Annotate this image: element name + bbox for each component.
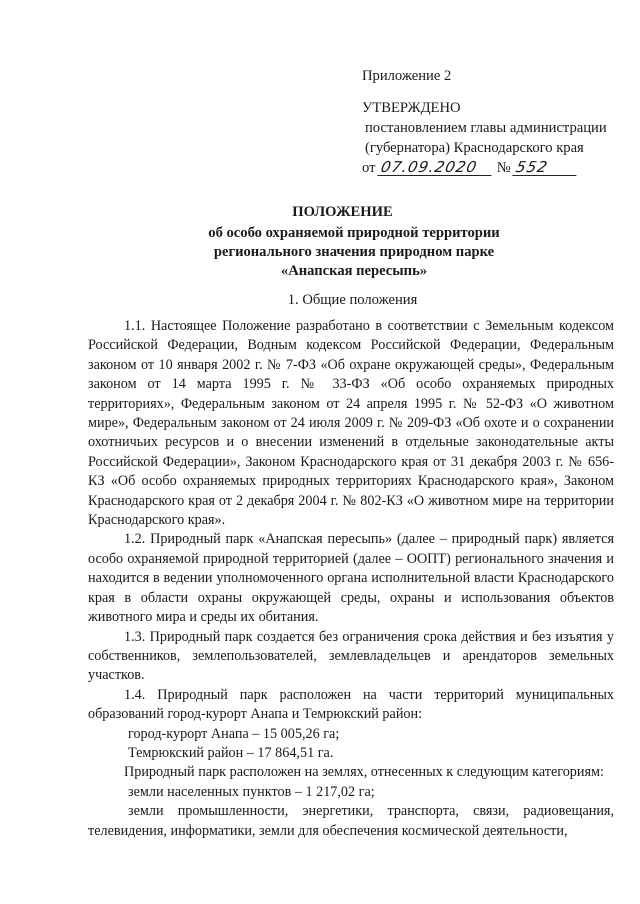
document-body bbox=[88, 317, 614, 841]
title-line-2: об особо охраняемой природной территории bbox=[208, 225, 500, 241]
lands-intro: Природный парк расположен на землях, отнесенных к следующим категориям: bbox=[124, 764, 604, 781]
approval-line-1: постановлением главы администрации bbox=[365, 120, 607, 136]
title-line-3: регионального значения природном парке bbox=[213, 244, 495, 260]
number-sign: № bbox=[496, 160, 511, 176]
approved-label: УТВЕРЖДЕНО bbox=[362, 100, 461, 116]
paragraph-1-4: 1.4. Природный парк расположен на части территорий муниципальных образований город-курорт Анапа и Темрюкский район: bbox=[88, 686, 614, 723]
land-settlements: земли населенных пунктов – 1 217,02 га; bbox=[128, 783, 375, 800]
paragraph-1-1: 1.1. Настоящее Положение разработано в соответствии с Земельным кодексом Российской Федерации, Водным кодексом Российской Федерации, Федеральным законом от 10 января 2002 г. № 7-ФЗ «Об охране окружающей среды», Федеральным законом от 14 марта 1995 г. № 33-ФЗ «Об особо охраняемых природных территориях», Федеральным законом от 24 апреля 1995 г. № 52-ФЗ «О животном мире», Федеральным законом от 24 июля 2009 г. № 209-ФЗ «Об охоте и о сохранении охотничьих ресурсов и о внесении изменений в отдельные законодательные акты Российской Федерации», Законом Краснодарского края от 31 декабря 2003 г. № 656-КЗ «Об особо охраняемых природных территориях Краснодарского края», Законом Краснодарского края от 2 декабря 2004 г. № 802-КЗ «О животном мире на территории Краснодарского края». bbox=[88, 318, 614, 529]
title-line-1: ПОЛОЖЕНИЕ bbox=[292, 204, 393, 220]
section-heading: 1. Общие положения bbox=[287, 292, 418, 308]
approval-line-2: (губернатора) Краснодарского края bbox=[365, 140, 584, 156]
approval-block bbox=[362, 66, 632, 178]
approval-date-line bbox=[362, 158, 632, 178]
from-prefix: от bbox=[362, 160, 376, 176]
appendix-label: Приложение 2 bbox=[362, 68, 452, 84]
land-industry: земли промышленности, энергетики, транспорта, связи, радиовещания, телевидения, информатики, земли для обеспечения космической деятельности, bbox=[88, 803, 614, 839]
document-title bbox=[0, 203, 640, 281]
paragraph-1-2: 1.2. Природный парк «Анапская пересыпь» (далее – природный парк) является особо охраняемой природной территорией (далее – ООПТ) регионального значения и находится в ведении уполномоченного органа исполнительной власти Краснодарского края в области охраны окружающей среды, охраны и использования объектов животного мира и среды их обитания. bbox=[88, 531, 614, 626]
title-line-4: «Анапская пересыпь» bbox=[280, 263, 428, 279]
area-anapa: город-курорт Анапа – 15 005,26 га; bbox=[128, 725, 340, 742]
handwritten-date: 07.09.2020 bbox=[377, 160, 494, 176]
area-temryuk: Темрюкский район – 17 864,51 га. bbox=[128, 744, 334, 761]
paragraph-1-3: 1.3. Природный парк создается без ограничения срока действия и без изъятия у собственников, землепользователей, землевладельцев и арендаторов земельных участков. bbox=[88, 628, 614, 684]
handwritten-number: 552 bbox=[513, 160, 580, 176]
